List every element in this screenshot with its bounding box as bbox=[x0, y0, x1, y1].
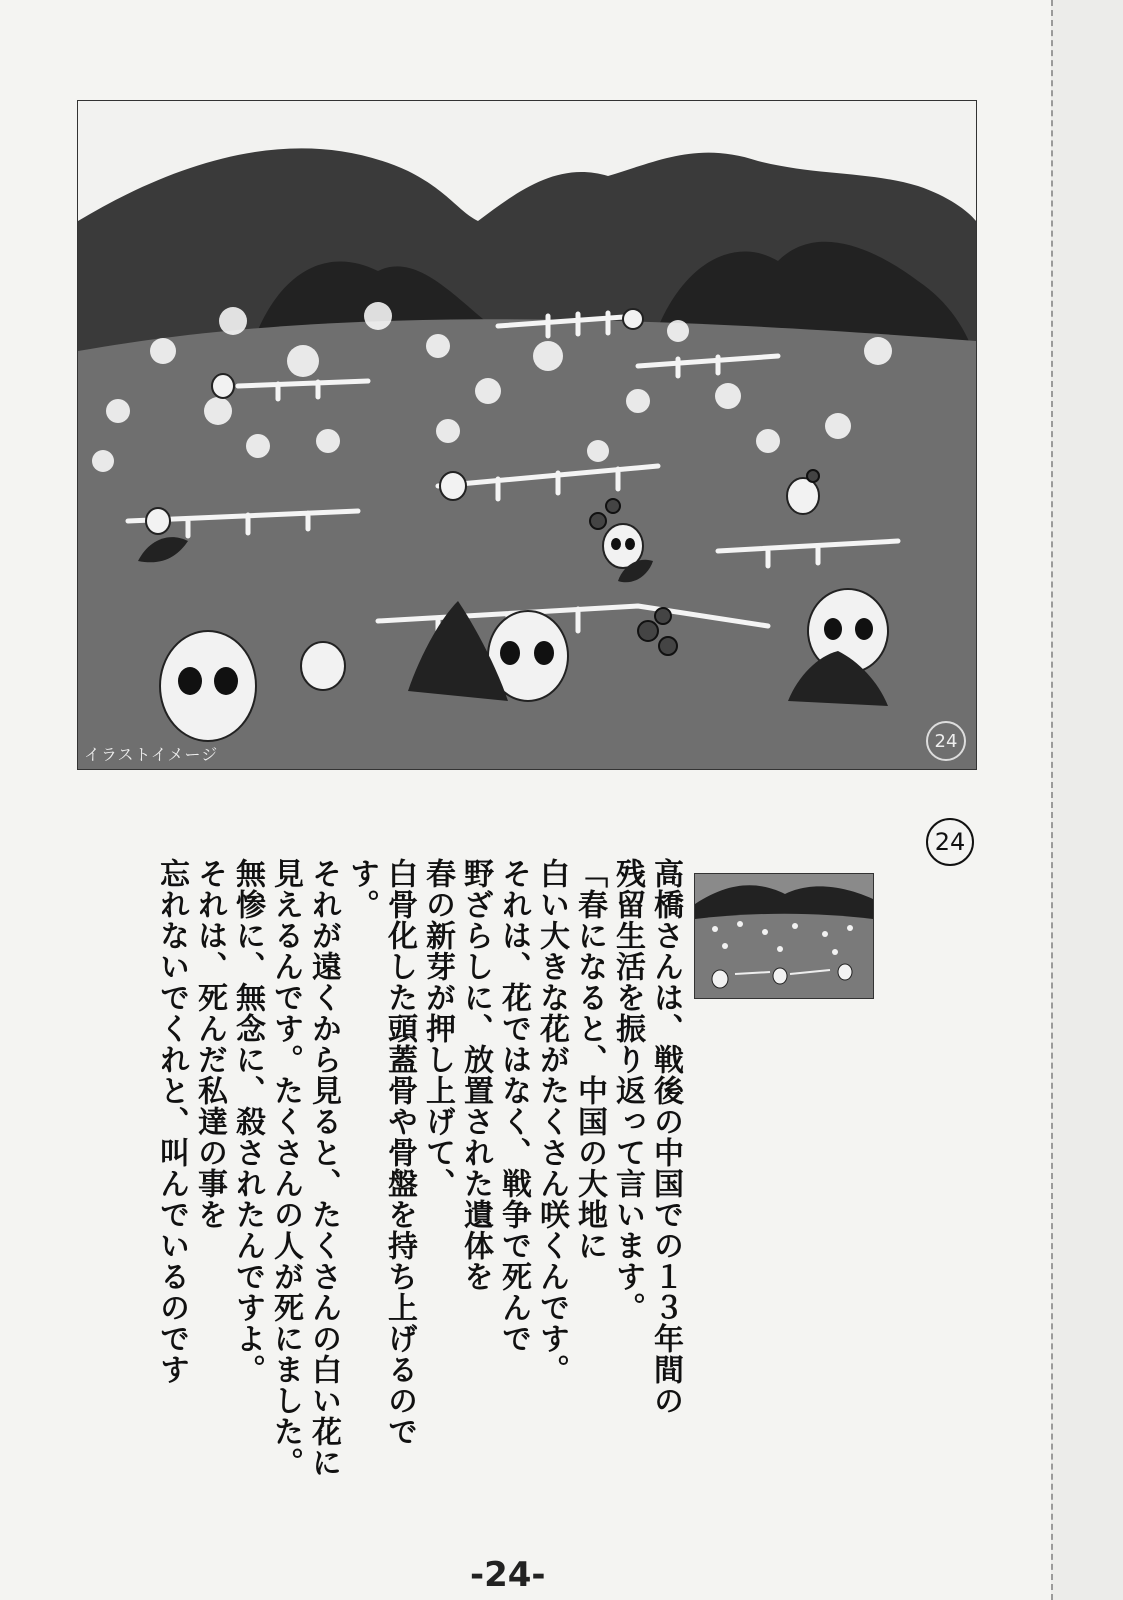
page-edge bbox=[1051, 0, 1123, 1600]
narration-line: それは、花ではなく、戦争で死んで bbox=[496, 858, 531, 1354]
narration-line: それは、死んだ私達の事を bbox=[192, 858, 227, 1230]
narration-line: 高橋さんは、戦後の中国での１３年間の bbox=[648, 858, 683, 1416]
illustration-caption: イラストイメージ bbox=[84, 745, 219, 764]
narration-line: それが遠くから見ると、たくさんの白い花に bbox=[306, 858, 341, 1478]
narration-line: 残留生活を振り返って言います。 bbox=[610, 858, 645, 1323]
thumbnail-art bbox=[695, 874, 873, 998]
narration-line: 無惨に、無念に、殺されたんですよ。 bbox=[230, 858, 265, 1385]
narration-line: 見えるんです。たくさんの人が死にました。 bbox=[268, 858, 303, 1478]
scene-number-badge: 24 bbox=[926, 818, 974, 866]
skull-field-illustration bbox=[77, 100, 977, 770]
illustration-art bbox=[78, 101, 976, 769]
narration-line: 忘れないでくれと、叫んでいるのです bbox=[154, 858, 189, 1385]
narration-line: 白い大きな花がたくさん咲くんです。 bbox=[534, 858, 569, 1385]
narration-line: 「春になると、中国の大地に bbox=[572, 858, 607, 1261]
narration-line: 野ざらしに、放置された遺体を bbox=[458, 858, 493, 1292]
page-number: -24- bbox=[470, 1555, 546, 1595]
skull-field-thumbnail bbox=[694, 873, 874, 999]
narration-text bbox=[154, 858, 684, 1498]
illustration-number-badge: 24 bbox=[926, 721, 966, 761]
narration-line: 白骨化した頭蓋骨や骨盤を持ち上げるのです。 bbox=[344, 858, 417, 1447]
narration-line: 春の新芽が押し上げて、 bbox=[420, 858, 455, 1199]
